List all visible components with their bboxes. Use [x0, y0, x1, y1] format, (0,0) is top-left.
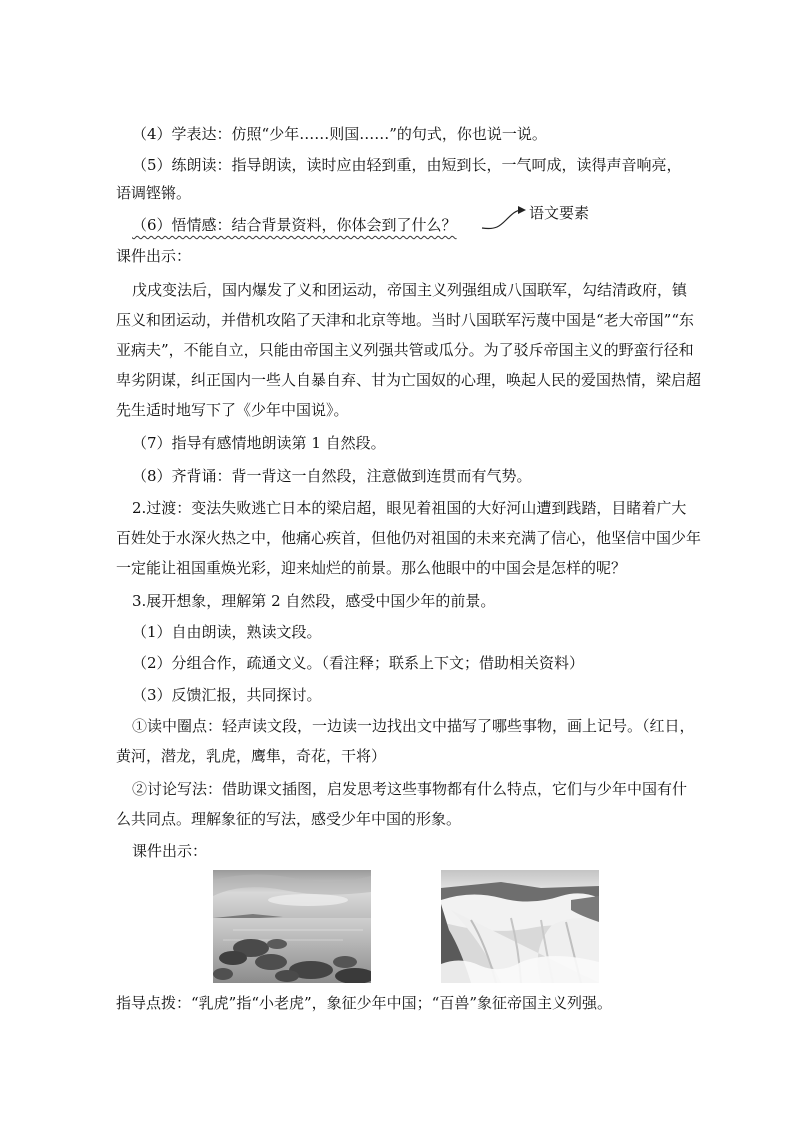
text-line: 语调铿锵。: [116, 184, 192, 202]
text-line: 3.展开想象，理解第 2 自然段，感受中国少年的前景。: [132, 592, 496, 610]
text-line: 2.过渡：变法失败逃亡日本的梁启超，眼见着祖国的大好河山遭到践踏，目睹着广大: [132, 499, 687, 517]
text-line-wavy: [0, 215, 794, 235]
text-line: 课件出示：: [132, 842, 208, 860]
text-line: ②讨论写法：借助课文插图，启发思考这些事物都有什么特点，它们与少年中国有什: [132, 780, 688, 798]
text-line: 先生适时地写下了《少年中国说》。: [116, 401, 349, 419]
waterfall-photo: [441, 870, 599, 983]
text-line: （3）反馈汇报，共同探讨。: [132, 686, 322, 704]
text-line: 戊戌变法后，国内爆发了义和团运动，帝国主义列强组成八国联军，勾结清政府，镇: [132, 281, 688, 299]
text-line: （2）分组合作，疏通文义。（看注释；联系上下文；借助相关资料）: [132, 654, 585, 672]
text-line: ①读中圈点：轻声读文段，一边读一边找出文中描写了哪些事物，画上记号。（红日，: [132, 717, 695, 735]
text-line: 课件出示：: [116, 247, 192, 265]
text-line: 亚病夫”，不能自立，只能由帝国主义列强共管或瓜分。为了驳斥帝国主义的野蛮行径和: [116, 341, 694, 359]
text-line: （7）指导有感情地朗读第 1 自然段。: [132, 434, 386, 452]
annotation-label: 语文要素: [529, 204, 590, 222]
text-line: 么共同点。理解象征的写法，感受少年中国的形象。: [116, 810, 462, 828]
text-line: 指导点拨：“乳虎”指“小老虎”，象征少年中国；“百兽”象征帝国主义列强。: [116, 994, 613, 1012]
text-line: （4）学表达：仿照“少年……则国……”的句式，你也说一说。: [132, 125, 547, 143]
text-line: （5）练朗读：指导朗读，读时应由轻到重，由短到长，一气呵成，读得声音响亮，: [132, 156, 682, 174]
text-line: （1）自由朗读，熟读文段。: [132, 623, 322, 641]
text-line: 一定能让祖国重焕光彩，迎来灿烂的前景。那么他眼中的中国会是怎样的呢？: [116, 559, 627, 577]
lake-rocks-photo: [213, 870, 371, 983]
text-line: 卑劣阴谋，纠正国内一些人自暴自弃、甘为亡国奴的心理，唤起人民的爱国热情，梁启超: [116, 371, 702, 389]
wavy-underlined-question: （6）悟情感：结合背景资料，你体会到了什么？: [132, 216, 457, 234]
text-line: 百姓处于水深火热之中，他痛心疾首，但他仍对祖国的未来充满了信心，他坚信中国少年: [116, 529, 702, 547]
text-line: 黄河，潜龙，乳虎，鹰隼，奇花，干将）: [116, 747, 387, 765]
text-line: 压义和团运动，并借机攻陷了天津和北京等地。当时八国联军污蔑中国是“老大帝国”“东: [116, 311, 695, 329]
text-line: （8）齐背诵：背一背这一自然段，注意做到连贯而有气势。: [132, 467, 532, 485]
